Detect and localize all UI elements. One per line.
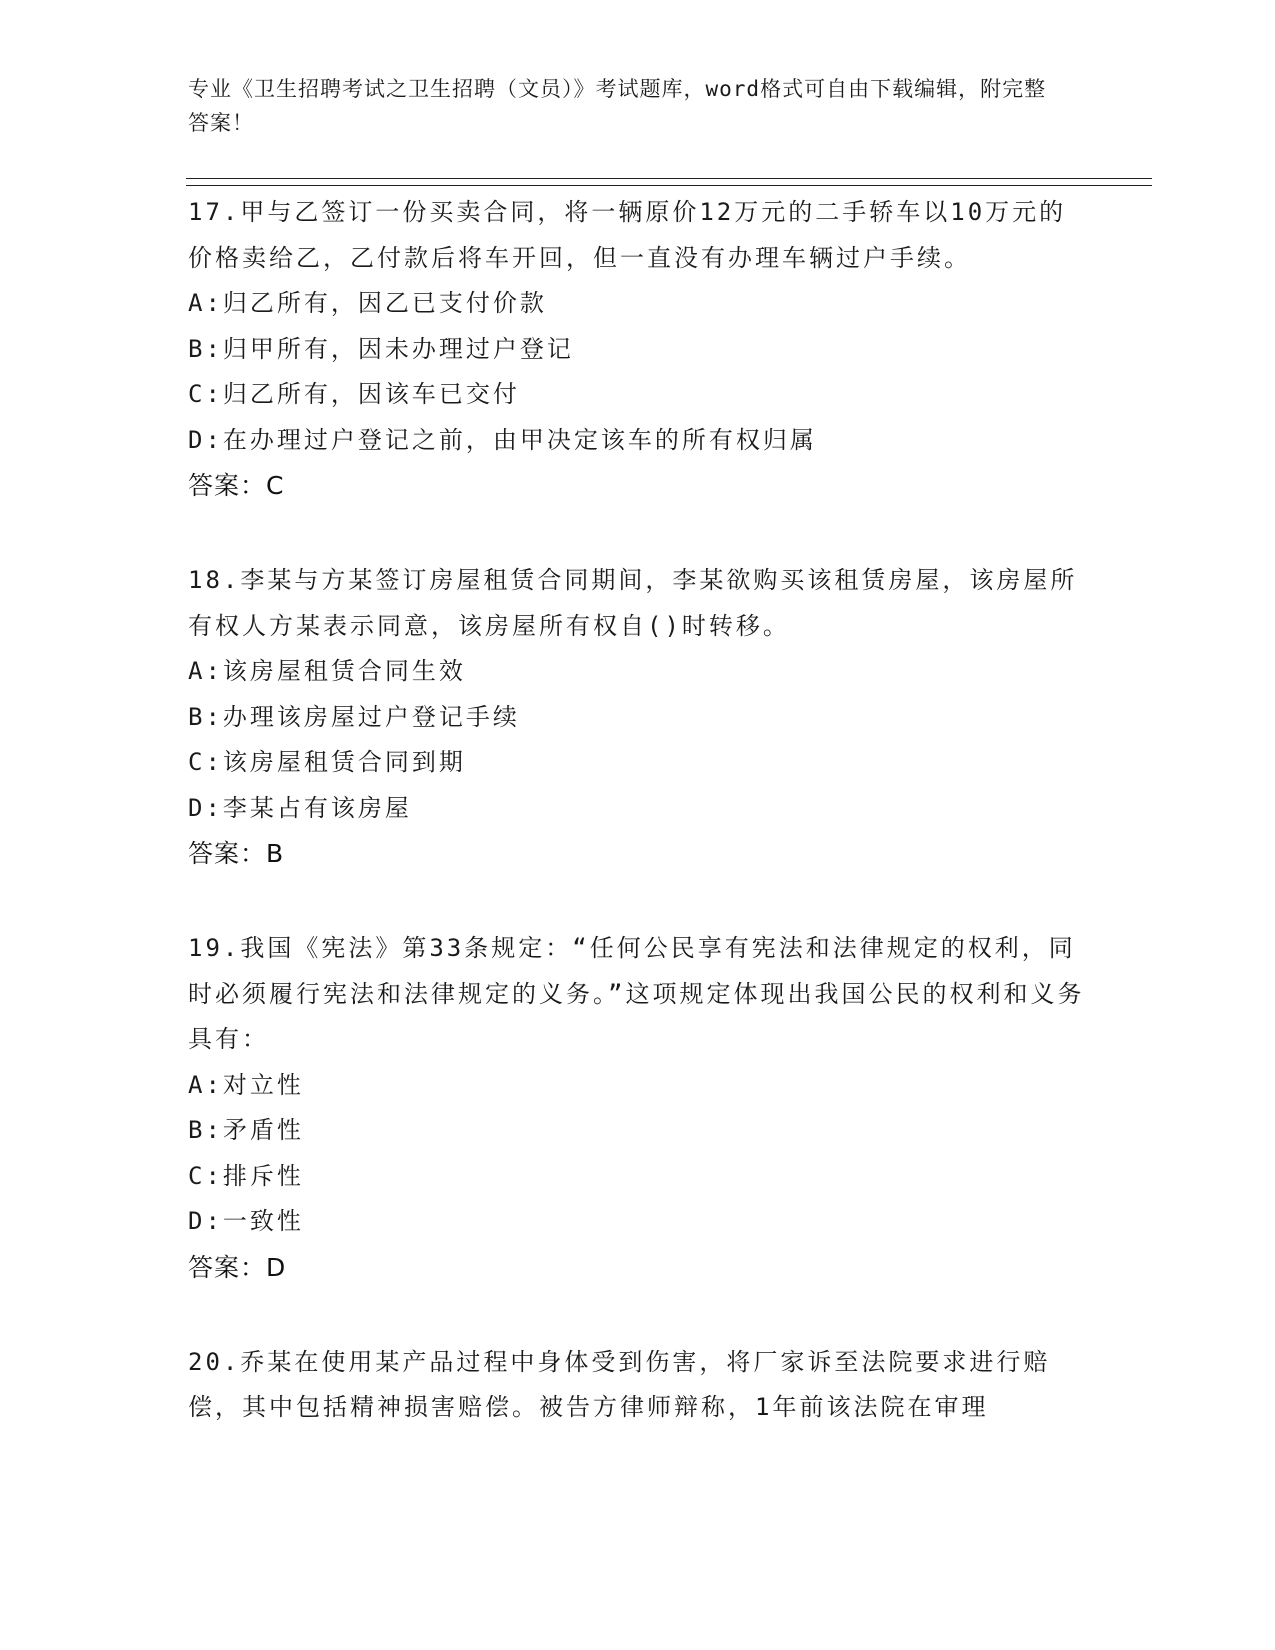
option-d: D:在办理过户登记之前，由甲决定该车的所有权归属	[188, 425, 817, 454]
option-c: C:排斥性	[188, 1161, 304, 1190]
option-list	[188, 1063, 1088, 1245]
answer-line: 答案：B	[188, 839, 285, 868]
header-divider-bottom	[186, 185, 1152, 186]
option-b: B:办理该房屋过户登记手续	[188, 702, 520, 731]
option-b: B:矛盾性	[188, 1116, 304, 1144]
question-17	[188, 190, 1088, 508]
question-stem: 18.李某与方某签订房屋租赁合同期间，李某欲购买该租赁房屋，该房屋所有权人方某表示同意，该房屋所有权自()时转移。	[188, 566, 1078, 640]
header-divider-top	[186, 178, 1152, 179]
option-c: C:该房屋租赁合同到期	[188, 748, 466, 776]
question-stem: 19.我国《宪法》第33条规定：“任何公民享有宪法和法律规定的权利，同时必须履行宪法和法律规定的义务。”这项规定体现出我国公民的权利和义务具有：	[188, 934, 1085, 1053]
option-c: C:归乙所有，因该车已交付	[188, 380, 520, 408]
option-list	[188, 649, 1088, 831]
question-18	[188, 558, 1088, 876]
question-stem: 20.乔某在使用某产品过程中身体受到伤害，将厂家诉至法院要求进行赔偿，其中包括精神损害赔偿。被告方律师辩称，1年前该法院在审理	[188, 1347, 1051, 1421]
option-d: D:一致性	[188, 1207, 304, 1235]
option-a: A:归乙所有，因乙已支付价款	[188, 289, 547, 317]
option-b: B:归甲所有，因未办理过户登记	[188, 334, 574, 363]
answer-line: 答案：D	[188, 1252, 287, 1282]
document-header: 专业《卫生招聘考试之卫生招聘（文员）》考试题库，word格式可自由下载编辑，附完整答案！	[188, 77, 1047, 135]
option-d: D:李某占有该房屋	[188, 793, 412, 822]
option-a: A:对立性	[188, 1070, 304, 1099]
answer-line: 答案：C	[188, 471, 285, 500]
question-list	[188, 190, 1088, 1481]
question-stem: 17.甲与乙签订一份买卖合同，将一辆原价12万元的二手轿车以10万元的价格卖给乙，乙付款后将车开回，但一直没有办理车辆过户手续。	[188, 198, 1067, 272]
option-a: A:该房屋租赁合同生效	[188, 657, 466, 685]
option-list	[188, 281, 1088, 463]
question-20	[188, 1340, 1088, 1431]
question-19	[188, 926, 1088, 1290]
